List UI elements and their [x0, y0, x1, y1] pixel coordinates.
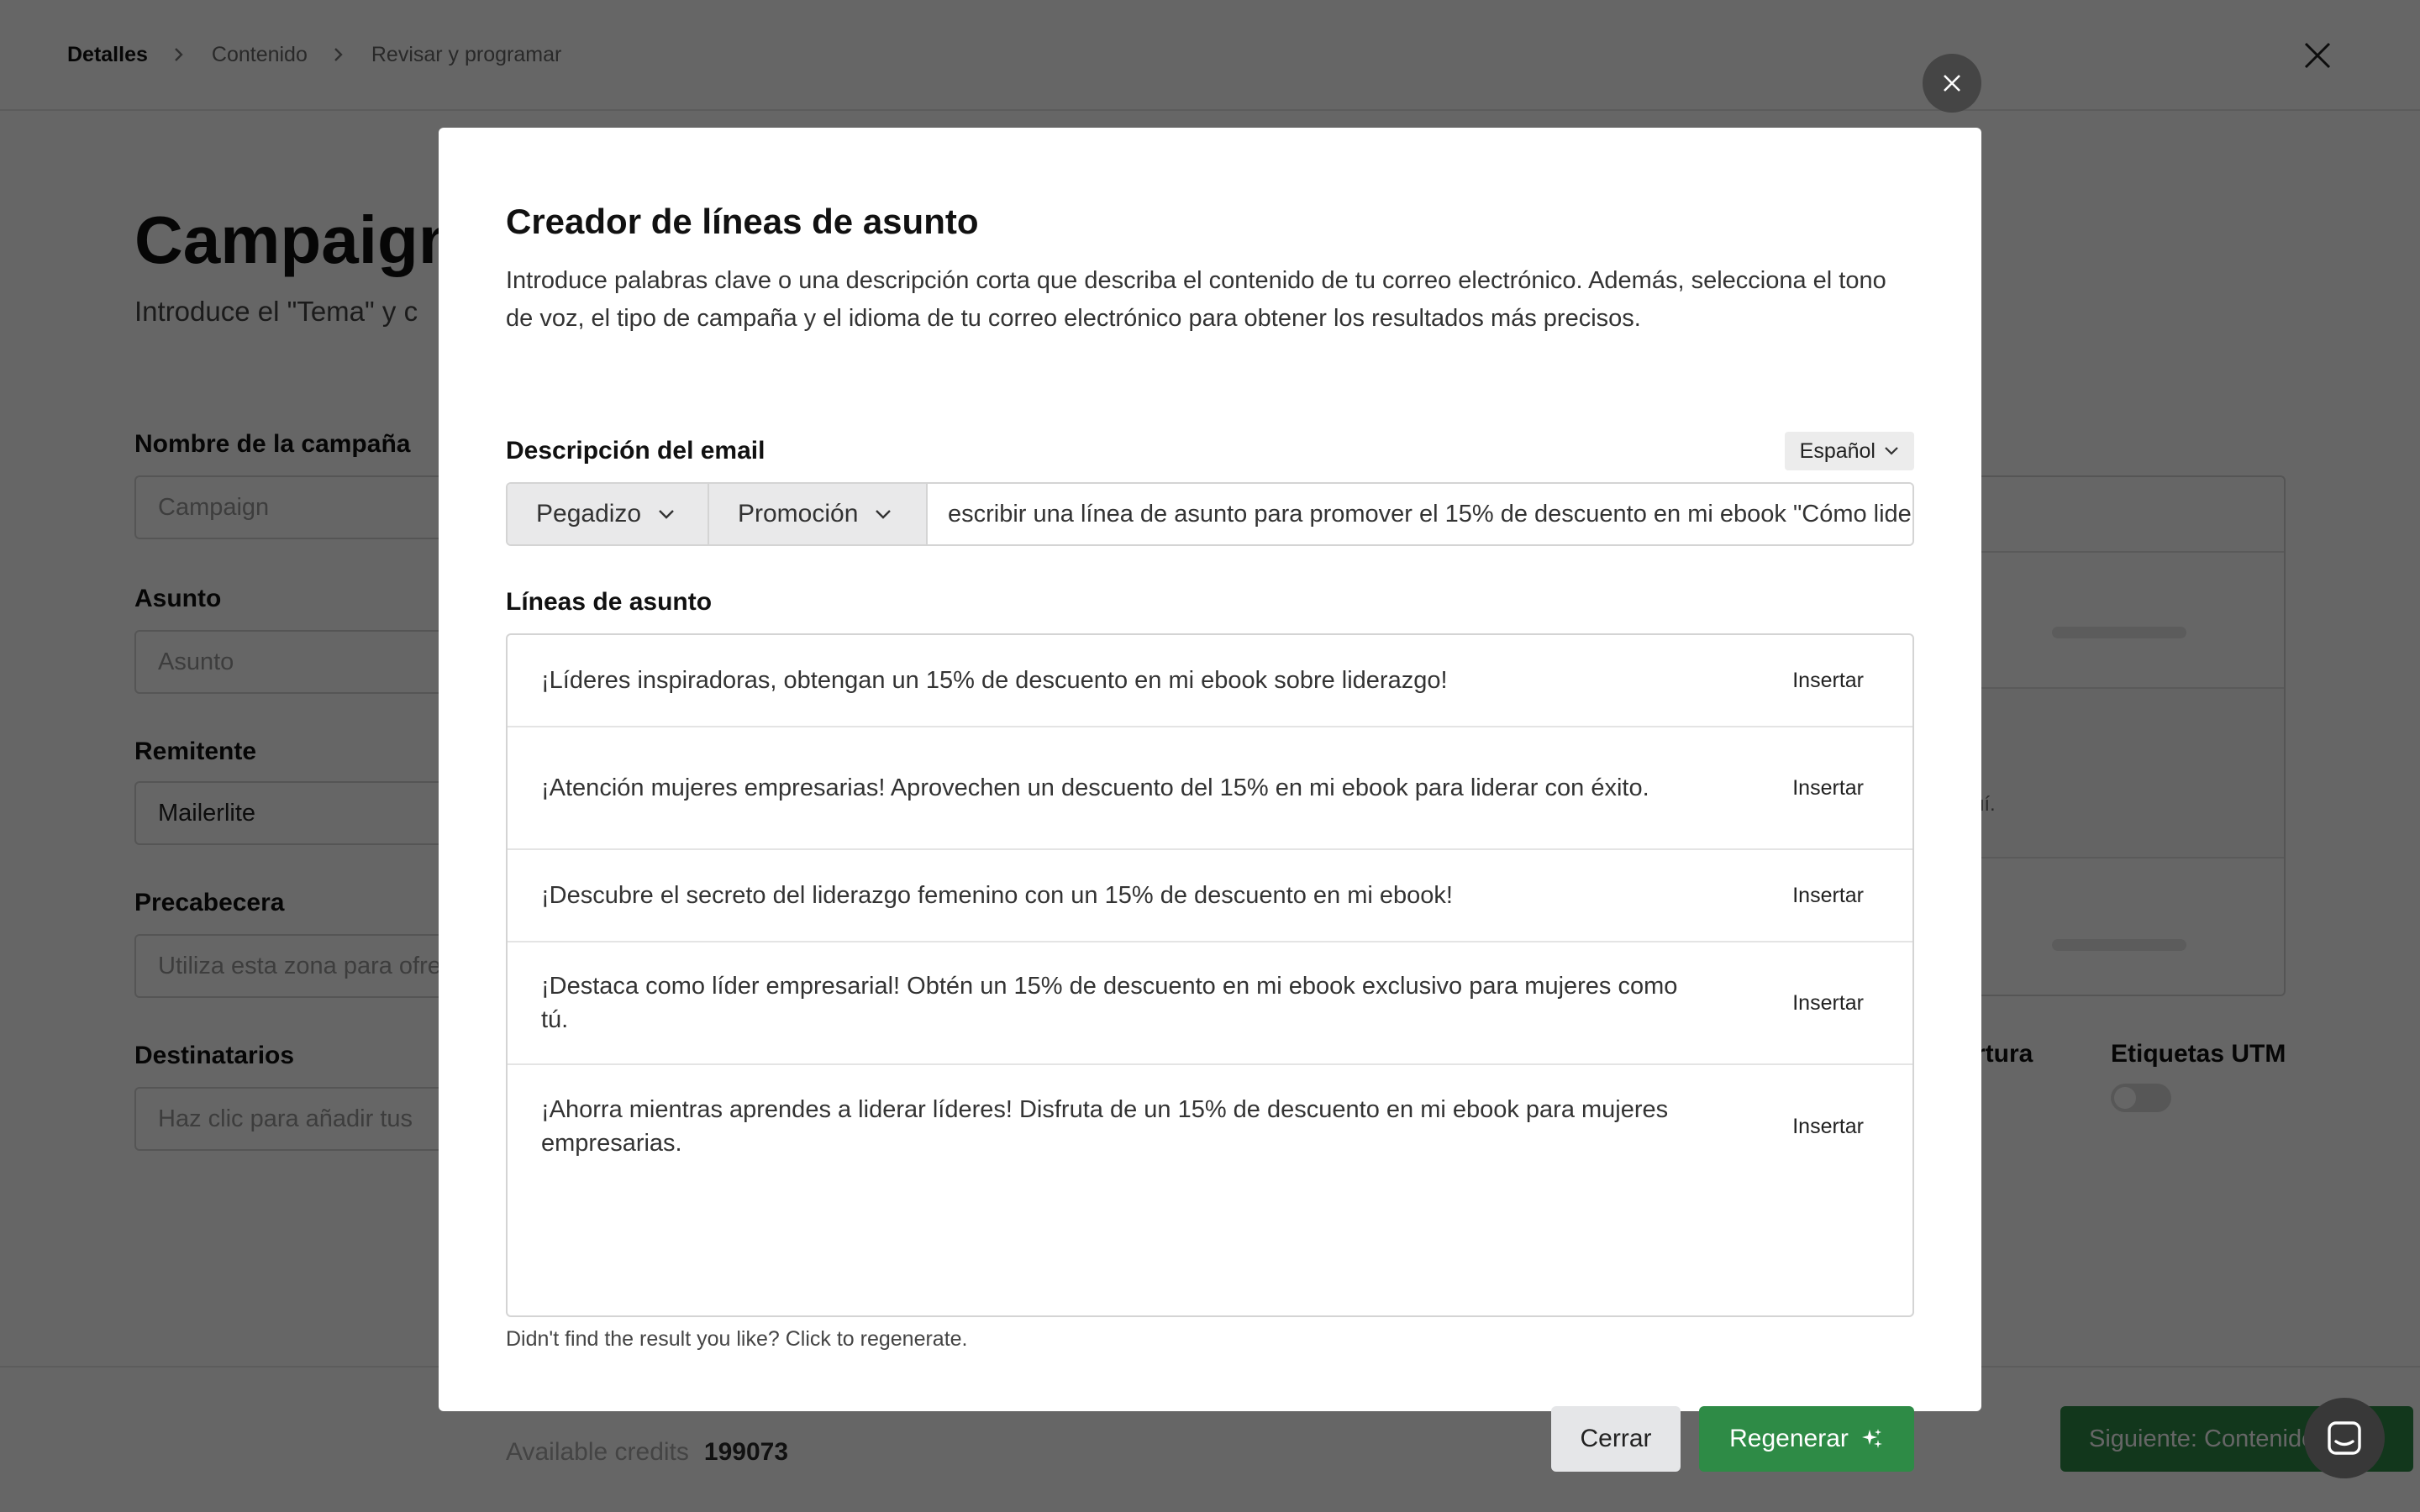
cerrar-button[interactable]: Cerrar — [1551, 1406, 1681, 1472]
regenerate-hint: Didn't find the result you like? Click to regenerate. — [506, 1327, 968, 1351]
language-select[interactable] — [1785, 432, 1914, 470]
subject-line-row — [508, 635, 1912, 727]
credits-label: Available credits — [506, 1438, 689, 1466]
tone-select[interactable] — [508, 484, 709, 544]
tone-value: Pegadizo — [536, 500, 642, 528]
subject-line-text: ¡Descubre el secreto del liderazgo femenino con un 15% de descuento en mi ebook! — [541, 882, 1453, 909]
subject-lines-list — [506, 633, 1914, 1317]
subject-line-row — [508, 1065, 1912, 1188]
subject-line-row — [508, 850, 1912, 942]
chat-icon[interactable] — [2304, 1398, 2385, 1478]
sparkle-icon — [1860, 1427, 1884, 1451]
chevron-down-icon — [658, 509, 675, 520]
chevron-down-icon — [1884, 446, 1899, 456]
email-description-group — [506, 482, 1914, 546]
insert-button[interactable]: Insertar — [1792, 883, 1864, 907]
available-credits — [506, 1438, 788, 1467]
subject-line-row — [508, 942, 1912, 1065]
subject-lines-label: Líneas de asunto — [506, 588, 713, 616]
campaign-type-value: Promoción — [738, 500, 859, 528]
insert-button[interactable]: Insertar — [1792, 990, 1864, 1015]
subject-line-text: ¡Líderes inspiradoras, obtengan un 15% de descuento en mi ebook sobre liderazgo! — [541, 667, 1448, 694]
subject-line-row — [508, 727, 1912, 850]
campaign-type-select[interactable] — [709, 484, 928, 544]
credits-value: 199073 — [703, 1438, 789, 1466]
regenerate-label: Regenerar — [1729, 1425, 1849, 1452]
modal-description: Introduce palabras clave o una descripción corta que describa el contenido de tu correo electrónico. Además, selecciona el tono de voz, el tipo de campaña y el idioma de tu correo electrónico para obtener los resultados más precisos. — [506, 267, 1886, 332]
chevron-down-icon — [875, 509, 892, 520]
language-value: Español — [1799, 438, 1876, 463]
modal-title: Creador de líneas de asunto — [506, 202, 979, 241]
subject-line-text: ¡Ahorra mientras aprendes a liderar líderes! Disfruta de un 15% de descuento en mi ebook para mujeres empresarias. — [541, 1096, 1669, 1157]
email-description-label: Descripción del email — [506, 437, 765, 465]
close-icon[interactable] — [1923, 54, 1981, 113]
subject-line-text: ¡Destaca como líder empresarial! Obtén un 15% de descuento en mi ebook exclusivo para mujeres como tú. — [541, 973, 1678, 1033]
email-description-input[interactable] — [928, 484, 1912, 544]
subject-line-text: ¡Atención mujeres empresarias! Aprovechen un descuento del 15% en mi ebook para liderar con éxito. — [541, 774, 1649, 801]
insert-button[interactable]: Insertar — [1792, 775, 1864, 800]
subject-line-creator-modal — [439, 128, 1981, 1466]
insert-button[interactable]: Insertar — [1792, 1114, 1864, 1138]
insert-button[interactable]: Insertar — [1792, 668, 1864, 692]
regenerate-button[interactable] — [1699, 1406, 1914, 1472]
